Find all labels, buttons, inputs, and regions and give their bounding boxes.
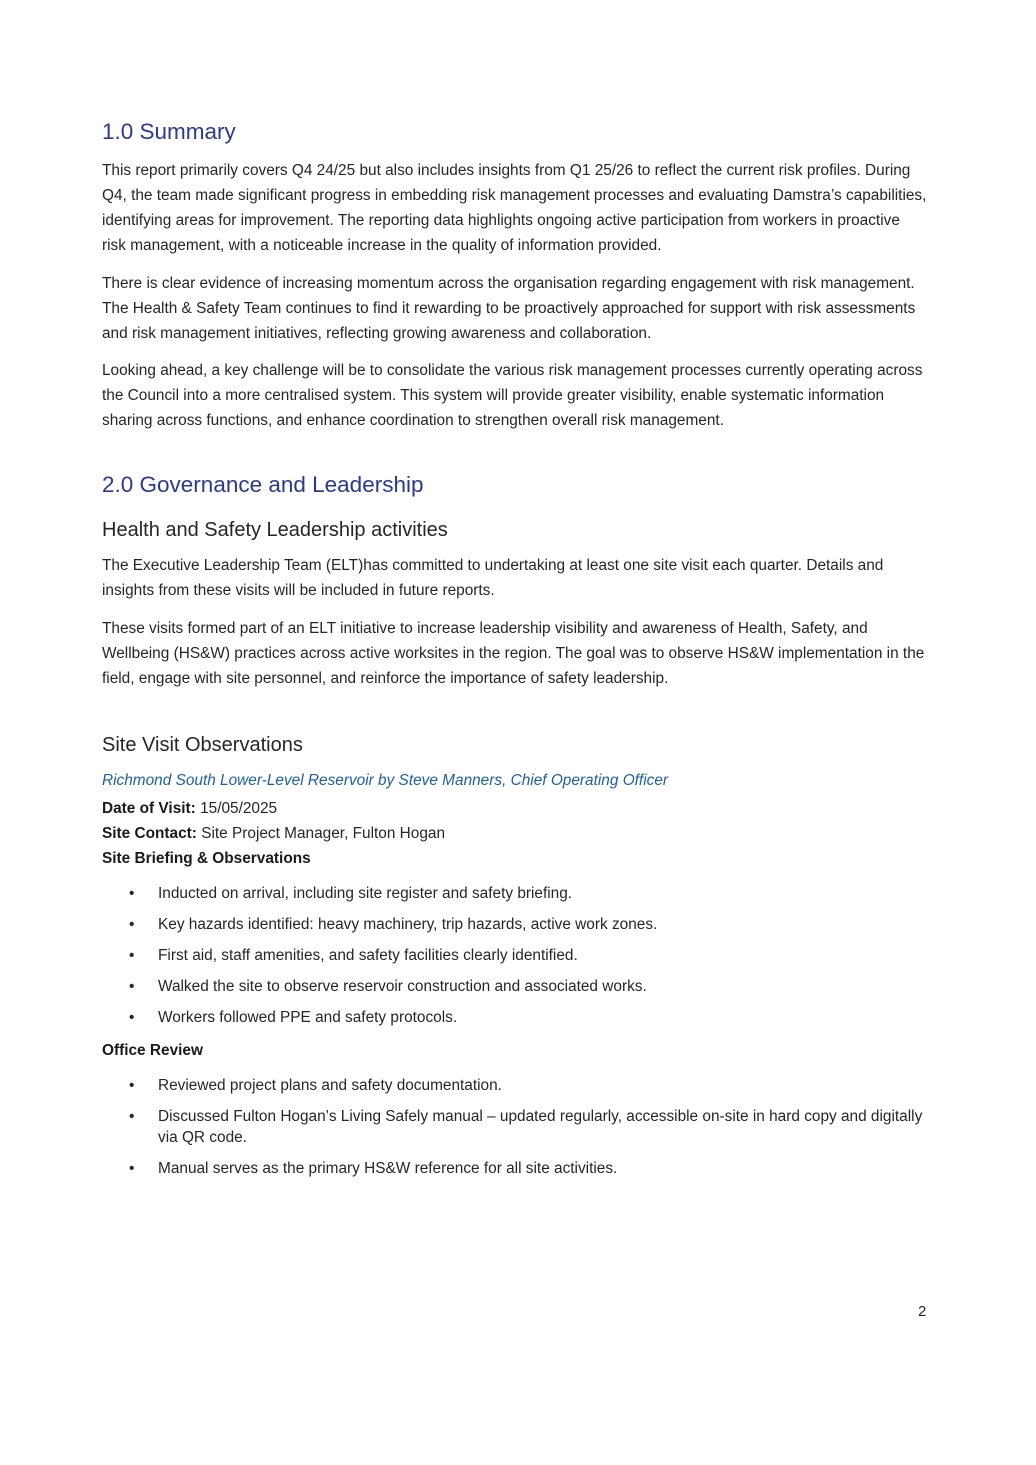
briefing-list bbox=[102, 883, 928, 1029]
summary-section bbox=[102, 118, 928, 433]
briefing-heading: Site Briefing & Observations bbox=[102, 849, 311, 867]
list-item bbox=[102, 945, 928, 967]
visit-date-value: 15/05/2025 bbox=[195, 799, 278, 817]
summary-paragraph: There is clear evidence of increasing momentum across the organisation regarding engagement with risk management. The Health & Safety Team continues to find it rewarding to be proactively approached for support with risk assessments and risk management initiatives, reflecting growing awareness and collaboration. bbox=[102, 274, 916, 342]
site-contact-label: Site Contact: bbox=[102, 824, 197, 842]
bullet-icon: • bbox=[129, 1160, 135, 1177]
list-item bbox=[102, 1106, 928, 1149]
bullet-icon: • bbox=[129, 915, 135, 933]
list-item bbox=[102, 976, 928, 998]
leadership-paragraph: These visits formed part of an ELT initiative to increase leadership visibility and awareness of Health, Safety, and Wellbeing (HS&W) practices across active worksites in the region. The goal was to observe HS&W implementation in the field, engage with site personnel, and reinforce the importance of safety leadership. bbox=[102, 619, 925, 687]
list-item-text: Manual serves as the primary HS&W reference for all site activities. bbox=[158, 1160, 618, 1177]
list-item-text: Key hazards identified: heavy machinery, trip hazards, active work zones. bbox=[158, 915, 658, 933]
list-item-text: Walked the site to observe reservoir construction and associated works. bbox=[158, 977, 647, 995]
office-review-list bbox=[102, 1075, 928, 1180]
summary-paragraph: Looking ahead, a key challenge will be to consolidate the various risk management processes currently operating across the Council into a more centralised system. This system will provide greater visibility, enable systematic information sharing across functions, and enhance coordination to strengthen overall risk management. bbox=[102, 362, 923, 429]
observations-heading: Site Visit Observations bbox=[102, 733, 303, 756]
office-review-heading: Office Review bbox=[102, 1041, 203, 1059]
governance-section bbox=[102, 471, 928, 1180]
list-item-text: Workers followed PPE and safety protocols. bbox=[158, 1008, 458, 1026]
visit-date bbox=[102, 796, 928, 821]
list-item-text: Discussed Fulton Hogan’s Living Safely manual – updated regularly, accessible on-site in hard copy and digitally via QR code. bbox=[158, 1107, 923, 1146]
bullet-icon: • bbox=[129, 884, 135, 902]
bullet-icon: • bbox=[129, 946, 135, 964]
visit-date-label: Date of Visit: bbox=[102, 799, 196, 817]
list-item bbox=[102, 883, 928, 905]
summary-paragraph: This report primarily covers Q4 24/25 but also includes insights from Q1 25/26 to reflect the current risk profiles. During Q4, the team made significant progress in embedding risk management processes and evaluating Damstra’s capabilities, identifying areas for improvement. The reporting data highlights ongoing active participation from workers in proactive risk management, with a noticeable increase in the quality of information provided. bbox=[102, 162, 927, 254]
bullet-icon: • bbox=[129, 977, 135, 995]
summary-heading: 1.0 Summary bbox=[102, 119, 236, 144]
visit-title: Richmond South Lower-Level Reservoir by Steve Manners, Chief Operating Officer bbox=[102, 771, 669, 789]
leadership-heading: Health and Safety Leadership activities bbox=[102, 519, 448, 541]
document-page bbox=[102, 118, 928, 1189]
bullet-icon: • bbox=[129, 1008, 135, 1026]
site-contact-value: Site Project Manager, Fulton Hogan bbox=[196, 824, 446, 842]
list-item bbox=[102, 1158, 928, 1180]
list-item-text: Inducted on arrival, including site register and safety briefing. bbox=[158, 884, 573, 902]
bullet-icon: • bbox=[129, 1076, 135, 1094]
list-item bbox=[102, 1007, 928, 1029]
list-item-text: First aid, staff amenities, and safety facilities clearly identified. bbox=[158, 946, 578, 964]
leadership-paragraph: The Executive Leadership Team (ELT)has committed to undertaking at least one site visit each quarter. Details and insights from these visits will be included in future reports. bbox=[102, 557, 884, 599]
list-item bbox=[102, 1075, 928, 1097]
site-contact bbox=[102, 821, 928, 846]
list-item-text: Reviewed project plans and safety documentation. bbox=[158, 1076, 502, 1094]
list-item bbox=[102, 914, 928, 936]
bullet-icon: • bbox=[129, 1107, 135, 1125]
governance-heading: 2.0 Governance and Leadership bbox=[102, 472, 424, 497]
page-number: 2 bbox=[918, 1303, 927, 1320]
